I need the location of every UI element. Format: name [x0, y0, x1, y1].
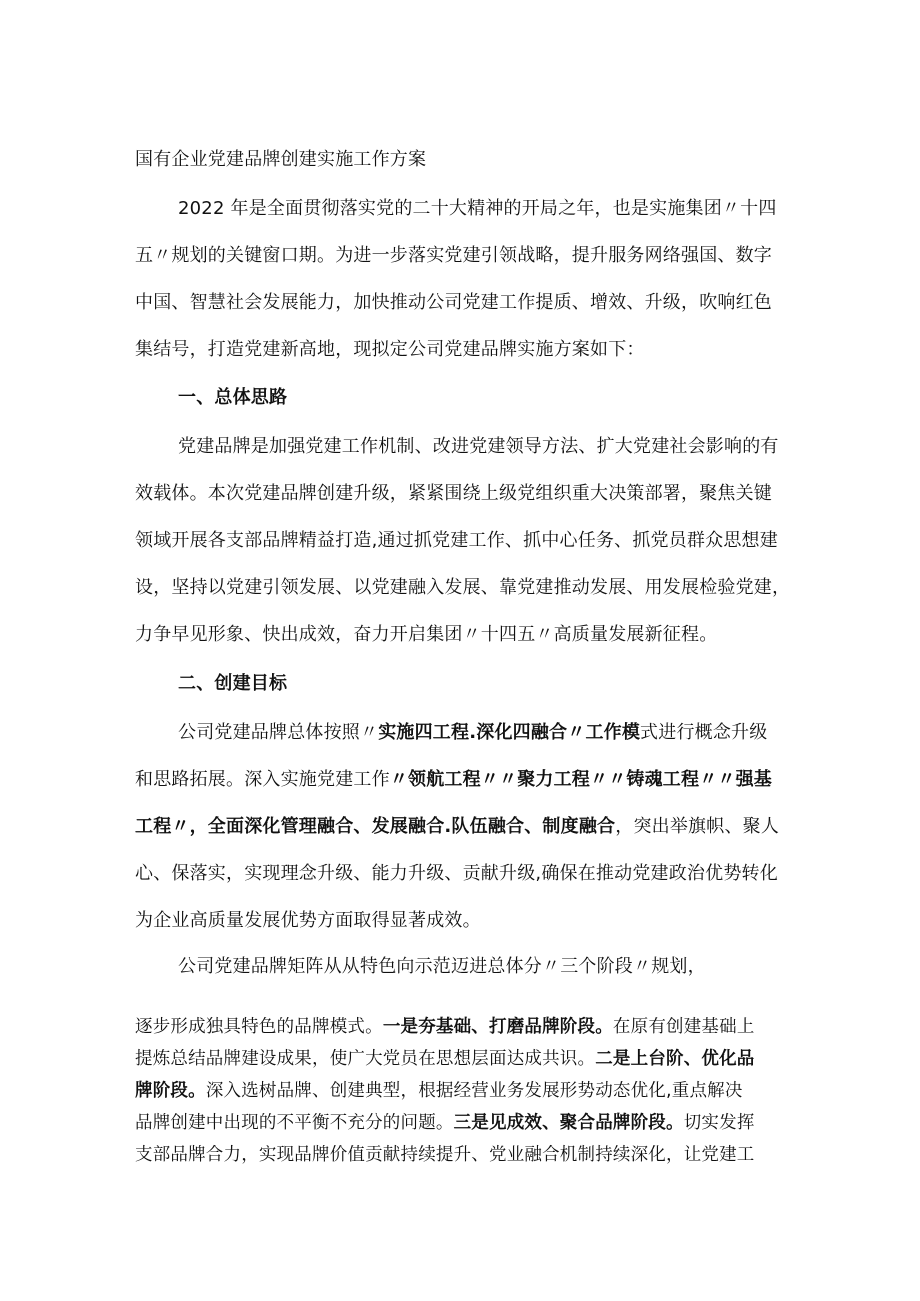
section-1-heading: 一、总体思路: [178, 387, 288, 408]
bold-segment: 三是见成效、聚合品牌阶段。: [453, 1113, 684, 1133]
section-2-line-2: [135, 768, 772, 792]
paragraph-2-line-2: [135, 1047, 755, 1071]
section-2-line-4: 心、保落实，实现理念升级、能力升级、贡献升级,确保在推动党建政治优势转化: [135, 863, 778, 884]
paragraph-2-line-4: [135, 1111, 755, 1135]
section-1-line-1: 党建品牌是加强党建工作机制、改进党建领导方法、扩大党建社会影响的有: [178, 436, 779, 457]
section-2-line-1: [178, 721, 767, 745]
text-segment: 在原有创建基础上: [612, 1017, 755, 1037]
section-2-line-5: 为企业高质量发展优势方面取得显著成效。: [135, 910, 481, 931]
paragraph-2-line-3: [135, 1079, 743, 1103]
section-2-line-6: 公司党建品牌矩阵从从特色向示范迈进总体分〃三个阶段〃规划，: [178, 956, 706, 977]
section-2-heading: 二、创建目标: [178, 673, 288, 694]
text-segment: 提炼总结品牌建设成果，使广大党员在思想层面达成共识。: [135, 1049, 596, 1069]
section-1-line-3: 领域开展各支部品牌精益打造,通过抓党建工作、抓中心任务、抓党员群众思想建: [135, 530, 778, 551]
bold-segment: 〃领航工程〃〃聚力工程〃〃铸魂工程〃〃强基: [389, 769, 773, 790]
bold-segment: 工程〃，全面深化管理融合、发展融合.队伍融合、制度融合: [135, 816, 616, 837]
bold-segment: 二是上台阶、优化品: [595, 1049, 755, 1069]
bold-segment: 牌阶段。: [135, 1081, 206, 1101]
section-1-line-2: 效载体。本次党建品牌创建升级，紧紧围绕上级党组织重大决策部署，聚焦关键: [135, 483, 772, 504]
intro-line-3: 中国、智慧社会发展能力，加快推动公司党建工作提质、增效、升级，吹响红色: [135, 292, 772, 313]
bold-segment: 实施四工程.深化四融合〃工作模: [378, 722, 641, 743]
bold-segment: 一是夯基础、打磨品牌阶段。: [382, 1017, 613, 1037]
paragraph-2-line-1: [135, 1015, 755, 1039]
document-title: 国有企业党建品牌创建实施工作方案: [135, 149, 427, 170]
paragraph-2-line-5: 支部品牌合力，实现品牌价值贡献持续提升、党业融合机制持续深化，让党建工: [135, 1145, 755, 1165]
text-segment: 和思路拓展。深入实施党建工作: [135, 769, 390, 790]
text-segment: ，突出举旗帜、聚人: [615, 816, 780, 837]
text-segment: 切实发挥: [683, 1113, 755, 1133]
text-segment: 品牌创建中出现的不平衡不充分的问题。: [135, 1113, 454, 1133]
intro-line-2: 五〃规划的关键窗口期。为进一步落实党建引领战略，提升服务网络强国、数字: [135, 245, 772, 266]
intro-line-4: 集结号，打造党建新高地，现拟定公司党建品牌实施方案如下：: [135, 339, 645, 360]
text-segment: 深入选树品牌、创建典型，根据经营业务发展形势动态优化,重点解决: [205, 1081, 743, 1101]
text-segment: 公司党建品牌总体按照〃: [178, 722, 379, 743]
text-segment: 逐步形成独具特色的品牌模式。: [135, 1017, 383, 1037]
intro-line-1: 2022 年是全面贯彻落实党的二十大精神的开局之年，也是实施集团〃十四: [178, 198, 777, 219]
section-2-line-3: [135, 815, 779, 839]
text-segment: 式进行概念升级: [640, 722, 768, 743]
section-1-line-4: 设，坚持以党建引领发展、以党建融入发展、靠党建推动发展、用发展检验党建，: [135, 577, 791, 598]
section-1-line-5: 力争早见形象、快出成效，奋力开启集团〃十四五〃高质量发展新征程。: [135, 624, 718, 645]
